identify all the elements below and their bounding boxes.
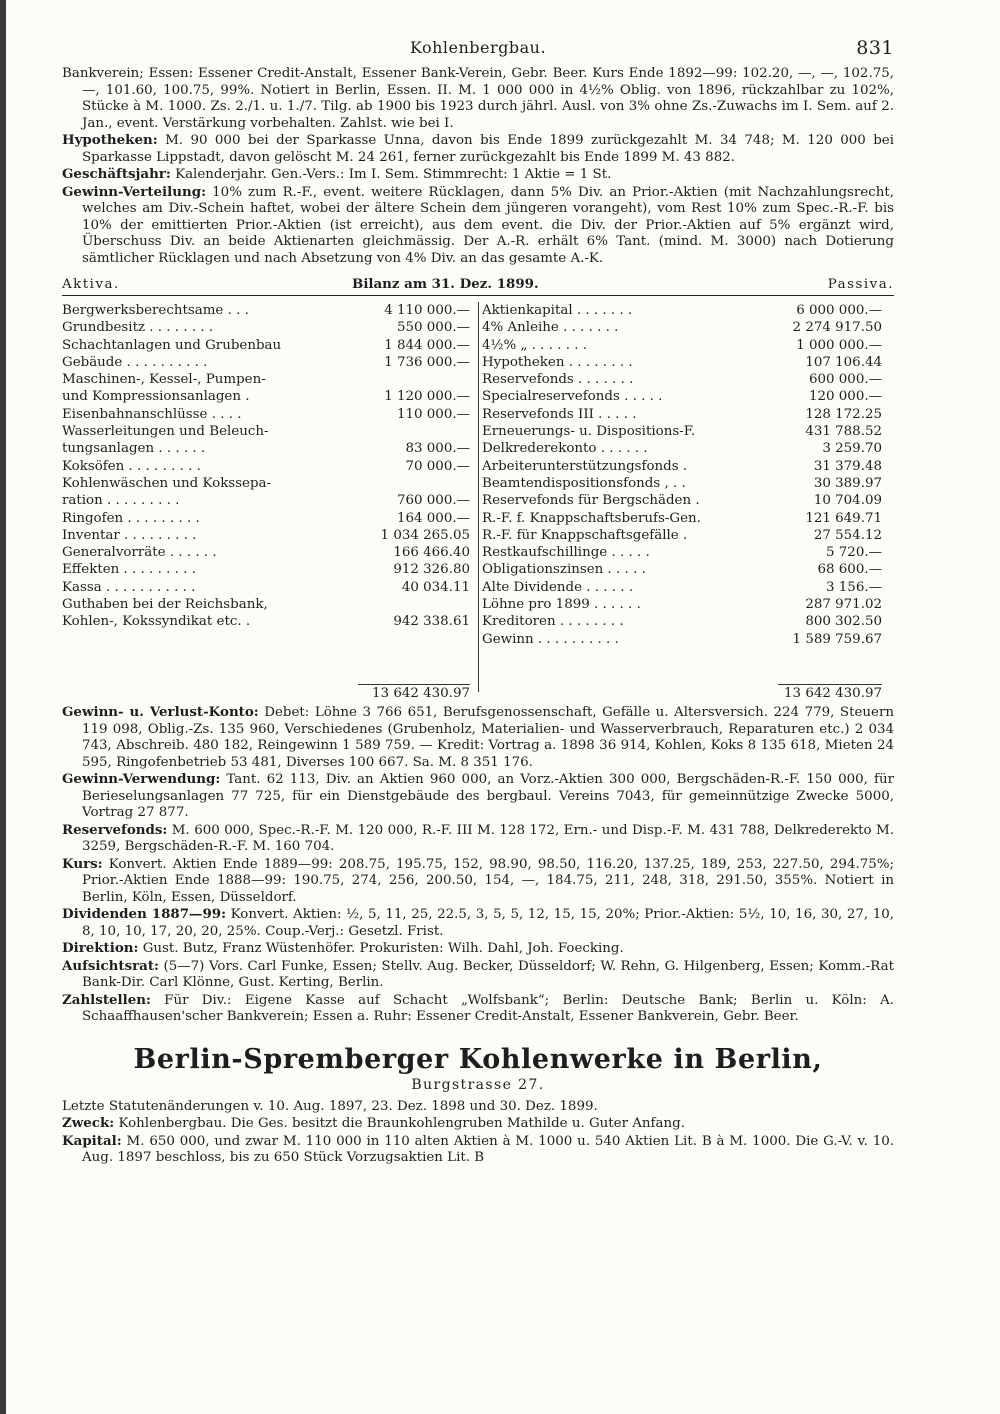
passiva-item-value: 287 971.02: [805, 597, 882, 613]
aktiva-total: 13 642 430.97: [358, 684, 470, 701]
passiva-item-value: 431 788.52: [805, 424, 882, 440]
aktiva-item-label: tungsanlagen . . . . . .: [62, 441, 206, 457]
page: [62, 30, 894, 1167]
passiva-row: [482, 596, 894, 613]
section-label: Zweck:: [62, 1115, 115, 1131]
passiva-item-label: Arbeiterunterstützungsfonds .: [482, 458, 688, 474]
passiva-row: [482, 561, 894, 578]
aktiva-item-value: 164 000.—: [396, 510, 470, 526]
aktiva-item-value: 4 110 000.—: [384, 303, 470, 318]
aktiva-row: [62, 388, 478, 405]
passiva-item-value: 800 302.50: [805, 614, 882, 630]
passiva-row: [482, 579, 894, 596]
section-text: M. 90 000 bei der Sparkasse Unna, davon bis Ende 1899 zurückgezahlt M. 34 748; M. 120 000 bei Sparkasse Lippstadt, davon gelöscht M. 24 261, ferner zurückgezahlt bis Ende 1899 M. 43 882.: [82, 133, 894, 165]
intro-paragraph: Bankverein; Essen: Essener Credit-Anstalt, Essener Bank-Verein, Gebr. Beer. Kurs Ende 1892—99: 102.20, —, —, 102.75, —, 101.60, 100.75, 99%. Notiert in Berlin, Essen. II. M. 1 000 000 in 4½% Oblig. von 1896, rückzahlbar zu 102%, Stücke à M. 1000. Zs. 2./1. u. 1./7. Tilg. ab 1900 bis 1923 durch jährl. Ausl. von 3% ohne Zs.-Zuwachs im I. Sem. auf 2. Jan., event. Verstärkung vorbehalten. Zahlst. wie bei I.: [62, 66, 894, 131]
passiva-item-value: 3 259.70: [822, 441, 882, 457]
aktiva-item-label: Schachtanlagen und Grubenbau: [62, 337, 282, 353]
passiva-item-value: 2 274 917.50: [792, 320, 882, 336]
section-text: 10% zum R.-F., event. weitere Rücklagen, dann 5% Div. an Prior.-Aktien (mit Nachzahlungsrecht, welches am Div.-Schein haftet, wobei der ältere Schein dem jüngeren vorangeht), vom Rest 10% zum Spec.-R.-F. bis 10% der emittierten Prior.-Aktien (ist erreicht), aus dem event. die Div. der Prior.-Aktien auf 5% ergänzt wird, Überschuss Div. an beide Aktienarten gleichmässig. Der A.-R. erhält 6% Tant. (mind. M. 3000) nach Dotierung sämtlicher Rücklagen und nach Absetzung von 4% Div. an das gesamte A.-K.: [82, 184, 894, 266]
aktiva-item-label: Wasserleitungen und Beleuch-: [62, 424, 269, 440]
passiva-item-value: 6 000 000.—: [796, 303, 882, 318]
aktiva-item-value: 1 844 000.—: [384, 337, 470, 353]
passiva-item-label: Reservefonds für Bergschäden .: [482, 493, 700, 509]
aktiva-item-label: Generalvorräte . . . . . .: [62, 545, 217, 561]
aktiva-row: [62, 319, 478, 336]
passiva-row: [482, 319, 894, 336]
aktiva-row: [62, 302, 478, 319]
section-text: Tant. 62 113, Div. an Aktien 960 000, an Vorz.-Aktien 300 000, Bergschäden-R.-F. 150 000, für Berieselungsanlagen 77 725, für ein Dienstgebäude des bergbaul. Vereins 7043, für gemeinnützige Zwecke 5000, Vortrag 27 877.: [82, 772, 894, 820]
passiva-row: [482, 440, 894, 457]
aktiva-item-label: Gebäude . . . . . . . . . .: [62, 354, 208, 370]
aktiva-item-value: 70 000.—: [405, 458, 470, 474]
aktiva-item-label: Kohlenwäschen und Kokssepa-: [62, 475, 272, 491]
passiva-row: [482, 458, 894, 475]
passiva-item-label: 4½% „ . . . . . . .: [482, 337, 588, 353]
passiva-item-label: 4% Anleihe . . . . . . .: [482, 320, 619, 336]
section-label: Aufsichtsrat:: [62, 957, 159, 974]
section-text: Konvert. Aktien: ½, 5, 11, 25, 22.5, 3, 5, 5, 12, 15, 15, 20%; Prior.-Aktien: 5½, 10, 16, 30, 27, 10, 8, 10, 10, 17, 20, 20, 25%. Coup.-Verj.: Gesetzl. Frist.: [82, 907, 894, 939]
section-hypotheken: [62, 132, 894, 166]
aktiva-row: [62, 613, 478, 630]
passiva-item-label: Gewinn . . . . . . . . . .: [482, 631, 619, 647]
aktiva-item-label: Guthaben bei der Reichsbank,: [62, 597, 268, 613]
section-text: Kohlenbergbau. Die Ges. besitzt die Braunkohlengruben Mathilde u. Guter Anfang.: [114, 1116, 685, 1131]
aktiva-item-value: 942 338.61: [393, 614, 470, 630]
aktiva-item-label: ration . . . . . . . . .: [62, 493, 180, 509]
section-dividenden: [62, 906, 894, 940]
passiva-item-label: Specialreservefonds . . . . .: [482, 389, 663, 405]
statute-line: Letzte Statutenänderungen v. 10. Aug. 1897, 23. Dez. 1898 und 30. Dez. 1899.: [62, 1098, 598, 1114]
passiva-item-label: Reservefonds . . . . . . .: [482, 372, 634, 388]
passiva-item-label: Restkaufschillinge . . . . .: [482, 545, 650, 561]
passiva-item-value: 68 600.—: [817, 562, 882, 578]
section-text: Für Div.: Eigene Kasse auf Schacht „Wolfsbank“; Berlin: Deutsche Bank; Berlin u. Köln: A. Schaaffhausen'scher Bankverein; Essen a. Ruhr: Essener Credit-Anstalt, Essener Bankverein, Gebr. Beer.: [82, 992, 894, 1024]
aktiva-item-label: Maschinen-, Kessel-, Pumpen-: [62, 372, 266, 388]
aktiva-item-label: Koksöfen . . . . . . . . .: [62, 458, 201, 474]
section-gewinn-verteilung: [62, 184, 894, 268]
section-label: Gewinn-Verteilung:: [62, 183, 207, 200]
passiva-item-label: Aktienkapital . . . . . . .: [482, 303, 633, 318]
passiva-row: [482, 613, 894, 630]
running-header: [62, 30, 894, 66]
section-text: Kalenderjahr. Gen.-Vers.: Im I. Sem. Stimmrecht: 1 Aktie = 1 St.: [170, 167, 612, 182]
section-label: Geschäftsjahr:: [62, 166, 171, 182]
section-label: Reservefonds:: [62, 821, 168, 838]
section-label: Dividenden 1887—99:: [62, 906, 227, 922]
passiva-item-label: R.-F. für Knappschaftsgefälle .: [482, 527, 688, 543]
passiva-item-value: 27 554.12: [813, 527, 882, 543]
passiva-item-value: 31 379.48: [813, 458, 882, 474]
scan-edge: [0, 0, 6, 1414]
aktiva-item-label: Kassa . . . . . . . . . . .: [62, 579, 196, 595]
section-text: Konvert. Aktien Ende 1889—99: 208.75, 195.75, 152, 98.90, 98.50, 116.20, 137.25, 189, 253, 227.50, 294.75%; Prior.-Aktien Ende 1888—99: 190.75, 274, 256, 200.50, 154, —, 184.75, 211, 248, 318, 291.50, 355%. Notiert in Berlin, Köln, Essen, Düsseldorf.: [82, 856, 894, 905]
section-zahlstellen: [62, 992, 894, 1026]
balance-title: Bilanz am 31. Dez. 1899.: [352, 276, 539, 292]
aktiva-item-value: 40 034.11: [401, 579, 470, 595]
aktiva-item-value: 110 000.—: [396, 406, 470, 422]
aktiva-item-value: 1 120 000.—: [384, 389, 470, 405]
aktiva-row: [62, 475, 478, 492]
section-geschaeftsjahr: [62, 166, 894, 184]
aktiva-item-label: Kohlen-, Kokssyndikat etc. .: [62, 614, 251, 630]
section-text: Gust. Butz, Franz Wüstenhöfer. Prokuristen: Wilh. Dahl, Joh. Foecking.: [138, 941, 624, 956]
passiva-item-value: 1 000 000.—: [796, 337, 882, 353]
passiva-row: [482, 406, 894, 423]
aktiva-item-value: 760 000.—: [396, 493, 470, 509]
section-text: Debet: Löhne 3 766 651, Berufsgenossenschaft, Gefälle u. Altersversich. 224 779, Steuern 119 098, Oblig.-Zs. 135 960, Verschiedenes (Grubenholz, Materialien- und Wasserverbrauch, Reparaturen etc.) 2 034 743, Abschreib. 480 182, Reingewinn 1 589 759. — Kredit: Vortrag a. 1898 36 914, Kohlen, Koks 8 135 618, Mieten 24 595, Ringofenbetrieb 53 481, Diverses 100 667. Sa. M. 8 351 176.: [82, 705, 894, 770]
section-label: Zahlstellen:: [62, 991, 151, 1008]
section-label: Direktion:: [62, 940, 139, 956]
aktiva-item-label: Bergwerksberechtsame . . .: [62, 303, 249, 318]
passiva-item-value: 120 000.—: [808, 389, 882, 405]
balance-header: [62, 271, 894, 295]
aktiva-item-label: und Kompressionsanlagen .: [62, 389, 250, 405]
passiva-item-value: 3 156.—: [826, 579, 882, 595]
passiva-item-value: 600 000.—: [808, 372, 882, 388]
passiva-item-value: 1 589 759.67: [792, 631, 882, 647]
passiva-item-value: 121 649.71: [805, 510, 882, 526]
passiva-item-value: 107 106.44: [805, 354, 882, 370]
section-kurs: [62, 856, 894, 907]
aktiva-row: [62, 510, 478, 527]
section-zweck: [62, 1115, 894, 1133]
section-direktion: [62, 940, 894, 958]
aktiva-item-label: Grundbesitz . . . . . . . .: [62, 320, 214, 336]
aktiva-row: [62, 596, 478, 613]
aktiva-row: [62, 527, 478, 544]
passiva-item-label: Löhne pro 1899 . . . . . .: [482, 597, 641, 613]
passiva-row: [482, 354, 894, 371]
aktiva-item-label: Inventar . . . . . . . . .: [62, 527, 197, 543]
balance-divider: [478, 302, 479, 692]
aktiva-row: [62, 579, 478, 596]
passiva-row: [482, 423, 894, 440]
aktiva-row: [62, 406, 478, 423]
passiva-row: [482, 388, 894, 405]
section-aufsichtsrat: [62, 958, 894, 992]
section-label: Kapital:: [62, 1132, 122, 1149]
passiva-item-value: 5 720.—: [826, 545, 882, 561]
passiva-item-label: Reservefonds III . . . . .: [482, 406, 637, 422]
section-gewinn-verwendung: [62, 771, 894, 822]
passiva-item-label: Alte Dividende . . . . . .: [482, 579, 634, 595]
passiva-row: [482, 492, 894, 509]
aktiva-column: [62, 302, 478, 631]
passiva-item-label: Erneuerungs- u. Dispositions-F.: [482, 424, 696, 440]
aktiva-item-value: 912 326.80: [393, 562, 470, 578]
page-number: 831: [856, 37, 894, 59]
section-text: (5—7) Vors. Carl Funke, Essen; Stellv. Aug. Becker, Düsseldorf; W. Rehn, G. Hilgenberg, Essen; Komm.-Rat Bank-Dir. Carl Klönne, Gust. Kerting, Berlin.: [82, 958, 894, 990]
aktiva-item-value: 1 736 000.—: [384, 354, 470, 370]
passiva-item-value: 10 704.09: [813, 493, 882, 509]
lower-sections: [62, 704, 894, 1026]
passiva-row: [482, 475, 894, 492]
passiva-row: [482, 631, 894, 648]
passiva-label: Passiva.: [827, 277, 894, 292]
balance-sheet: [62, 295, 894, 701]
section-label: Gewinn- u. Verlust-Konto:: [62, 704, 259, 720]
aktiva-row: [62, 544, 478, 561]
section-gewinn-verlust-konto: [62, 704, 894, 771]
company-title: Berlin-Spremberger Kohlenwerke in Berlin,: [133, 1043, 823, 1075]
section-kapital: [62, 1133, 894, 1167]
passiva-item-value: 30 389.97: [813, 475, 882, 491]
aktiva-row: [62, 371, 478, 388]
section-label: Kurs:: [62, 855, 103, 872]
aktiva-item-value: 1 034 265.05: [380, 527, 470, 543]
header-title: Kohlenbergbau.: [409, 38, 547, 57]
section-text: M. 650 000, und zwar M. 110 000 in 110 alten Aktien à M. 1000 u. 540 Aktien Lit. B à M. 1000. Die G.-V. v. 10. Aug. 1897 beschloss, bis zu 650 Stück Vorzugsaktien Lit. B: [82, 1133, 894, 1165]
section-text: M. 600 000, Spec.-R.-F. M. 120 000, R.-F. III M. 128 172, Ern.- und Disp.-F. M. 431 788, Delkrederekto M. 3259, Bergschäden-R.-F. M. 160 704.: [82, 822, 894, 854]
aktiva-item-value: 166 466.40: [393, 545, 470, 561]
aktiva-item-label: Eisenbahnanschlüsse . . . .: [62, 406, 242, 422]
aktiva-row: [62, 354, 478, 371]
aktiva-item-label: Effekten . . . . . . . . .: [62, 562, 196, 578]
passiva-item-label: Obligationszinsen . . . . .: [482, 562, 646, 578]
passiva-item-label: Beamtendispositionsfonds , . .: [482, 475, 686, 491]
aktiva-item-value: 550 000.—: [396, 320, 470, 336]
company-address: Burgstrasse 27.: [411, 1076, 545, 1093]
aktiva-label: Aktiva.: [62, 277, 120, 292]
passiva-item-label: Delkrederekonto . . . . . .: [482, 441, 648, 457]
aktiva-row: [62, 492, 478, 509]
passiva-item-label: R.-F. f. Knappschaftsberufs-Gen.: [482, 510, 701, 526]
passiva-row: [482, 371, 894, 388]
passiva-row: [482, 302, 894, 319]
aktiva-item-label: Ringofen . . . . . . . . .: [62, 510, 200, 526]
section-label: Hypotheken:: [62, 132, 158, 148]
aktiva-row: [62, 337, 478, 354]
passiva-row: [482, 527, 894, 544]
passiva-total: 13 642 430.97: [778, 684, 882, 701]
aktiva-row: [62, 423, 478, 440]
passiva-row: [482, 544, 894, 561]
passiva-row: [482, 337, 894, 354]
passiva-column: [482, 302, 894, 648]
passiva-item-label: Kreditoren . . . . . . . .: [482, 614, 624, 630]
section-reservefonds: [62, 822, 894, 856]
passiva-row: [482, 510, 894, 527]
section-label: Gewinn-Verwendung:: [62, 771, 221, 787]
aktiva-row: [62, 458, 478, 475]
passiva-item-label: Hypotheken . . . . . . . .: [482, 354, 633, 370]
aktiva-row: [62, 440, 478, 457]
aktiva-item-value: 83 000.—: [405, 441, 470, 457]
aktiva-row: [62, 561, 478, 578]
passiva-item-value: 128 172.25: [805, 406, 882, 422]
